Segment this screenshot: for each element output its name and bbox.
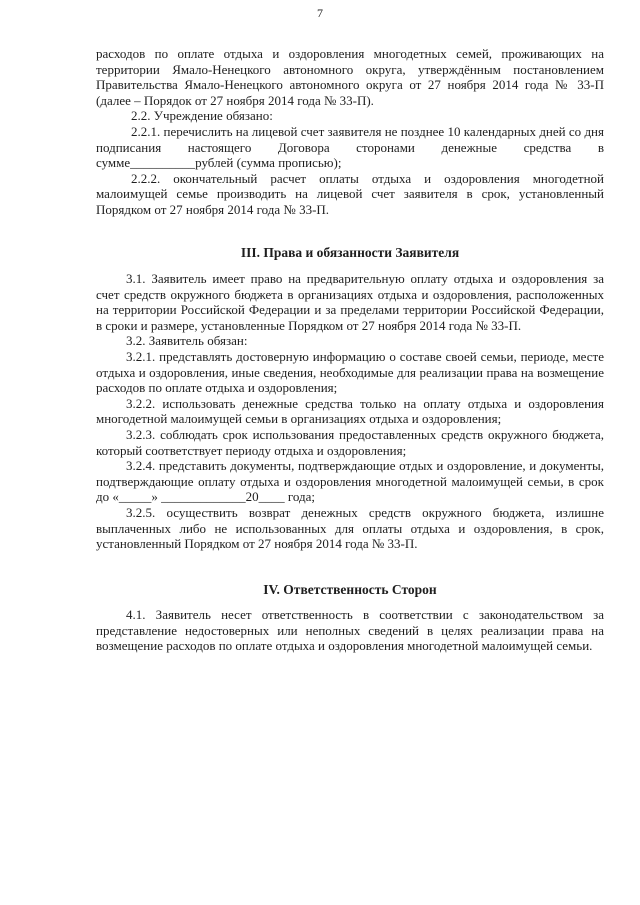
section-4-heading: IV. Ответственность Сторон: [263, 582, 437, 597]
paragraph-2-2-1: 2.2.1. перечислить на лицевой счет заявителя не позднее 10 календарных дней со дня подписания настоящего Договора сторонами денежные средства в сумме__________рублей (сумма прописью);: [96, 123, 604, 171]
section-3-body: [96, 271, 604, 552]
paragraph-3-2-5: 3.2.5. осуществить возврат денежных средств окружного бюджета, излишне выплаченных либо не использованных для оплаты отдыха и оздоровления, в срок, установленный Порядком от 27 ноября 2014 года № 33-П.: [96, 504, 604, 552]
paragraph-3-2: 3.2. Заявитель обязан:: [126, 333, 248, 349]
paragraph-2-2-2: 2.2.2. окончательный расчет оплаты отдыха и оздоровления многодетной малоимущей семье производить на лицевой счет заявителя в срок, установленный Порядком от 27 ноября 2014 года № 33-П.: [96, 170, 604, 217]
paragraph-3-2-3: 3.2.3. соблюдать срок использования предоставленных средств окружного бюджета, который соответствует периоду отдыха и оздоровления;: [96, 426, 604, 458]
paragraph-3-1: 3.1. Заявитель имеет право на предварительную оплату отдыха и оздоровления за счет средств окружного бюджета в организациях отдыха и оздоровления, расположенных на территории Российской Федерации и за пределами территории Российской Федерации, в сроки и размере, установленные Порядком от 27 ноября 2014 года № 33-П.: [96, 271, 604, 333]
paragraph-3-2-4: 3.2.4. представить документы, подтверждающие отдых и оздоровление, и документы, подтверждающие оплату отдыха и оздоровления многодетной малоимущей семьи, в срок до «_____» _____________20____ года;: [96, 458, 604, 505]
section-4-body: [96, 607, 604, 654]
paragraph-3-2-2: 3.2.2. использовать денежные средства только на оплату отдыха и оздоровления многодетной малоимущей семьи в организациях отдыха и оздоровления;: [96, 395, 604, 427]
section-3-heading: III. Права и обязанности Заявителя: [240, 245, 460, 260]
page-number: 7: [317, 6, 323, 20]
paragraph-2-2: 2.2. Учреждение обязано:: [131, 108, 273, 124]
section-2-continuation: [96, 46, 604, 218]
paragraph-3-2-1: 3.2.1. представлять достоверную информацию о составе своей семьи, периоде, месте отдыха и оздоровления, иные сведения, необходимые для реализации права на возмещение расходов по оплате отдыха и оздоровления;: [96, 348, 604, 396]
paragraph-continuation: расходов по оплате отдыха и оздоровления многодетных семей, проживающих на территории Ямало-Ненецкого автономного округа, утверждённым постановлением Правительства Ямало-Ненецкого автономного округа от 27 ноября 2014 года № 33-П (далее – Порядок от 27 ноября 2014 года № 33-П).: [96, 46, 604, 108]
paragraph-4-1: 4.1. Заявитель несет ответственность в соответствии с законодательством за представление недостоверных или неполных сведений в целях реализации права на возмещение расходов по оплате отдыха и оздоровления многодетной малоимущей семьи.: [96, 607, 604, 654]
